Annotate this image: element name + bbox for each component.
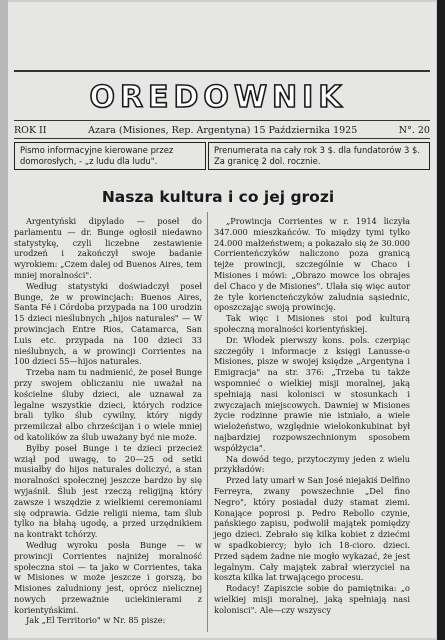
paragraph: Rodacy! Zapiszcie sobie do pamiętnika: „o wielkiej misji moralnej, jaką spełniają nasi kolonisci". Ale—czy wszyscy bbox=[214, 583, 410, 615]
paragraph: Przed laty umarł w San José niejakiś Delfino Ferreyra, zwany powszechnie „Del fino Negro", który posiadał duży stamat ziemi. Konające poprosi p. Pedro Rebollo czynie, pańskiego zapisu, podwolił majątek pomiędzy jego dzieci. Zebrało się kilka kobiet z dziećmi w spadkobiercy; było ich 18-cioro. dzieci. Przed sądem żadne nie mogło wykazać, że jest legalnym. Cały majątek zabrał wierzyciel na koszta kilka lat trwającego procesu. bbox=[214, 475, 410, 583]
newspaper-page bbox=[8, 2, 436, 638]
article-column-left bbox=[14, 216, 202, 626]
article-column-right bbox=[214, 216, 410, 615]
paragraph: Tak więc i Misiones stoi pod kulturą społeczną moralności korientyńskiej. bbox=[214, 313, 410, 334]
scan-edge-right bbox=[437, 0, 445, 640]
volume-label: ROK II bbox=[14, 125, 47, 136]
paragraph: Trzeba nam tu nadmienić, że poseł Bunge przy swojem obliczaniu nie uważał na kościelne śluby dzieci, ale uznawał za legalne wszystkie dzieci, których rodzice brali tylko ślub cywilny, który nigdy przemilczał albo chrześcijan i o wiele mniej od katolików za ślub uważany być nie może. bbox=[14, 367, 202, 442]
paragraph: Według wyroku posła Bunge — w prowincji Corrientes najniżej moralność społeczna stoi — ta jako w Corrientes, taka w Misiones w może jeszcze i gorszą, bo Misiones zaludniony jest, oprócz nielicznej nowych przeważnie uciekinierami z korientyńskimi. bbox=[14, 539, 202, 615]
paragraph: Byłby poseł Bunge i te dzieci przecież wziął pod uwagę, to 20—25 od setki musiałby do hijos naturales doliczyć, a stan moralności społecznej jeszcze bardzo by się wyjaśnił. Ślub jest rzeczą religijną który zawsze i wszędzie z wielkiemi ceremoniami się odprawia. Gdzie religii niema, tam ślub tylko na błahą ugodę, a przed urzędnikiem na kontrakt tchórzy. bbox=[14, 442, 202, 540]
info-box-left: Pismo informacyjne kierowane przez domorosłych, - „z ludu dla ludu". bbox=[14, 142, 206, 170]
paragraph: „Prowincja Corrientes w r. 1914 liczyła 347.000 mieszkańców. To między tymi tylko 24.000 małżeństwem; a pokazało się że 30.000 Corrienteńczyków naliczono poza granicą tejże prowincji, szczególnie w Chaco i Misiones i mówi: „Obrazo mowce los obrajes del Chaco y de Misiones". Ulała się więc autor że tyle koriencteńczyków zaludnia sąsiednic, oposzczając swoją prowincję. bbox=[214, 216, 410, 313]
issue-meta bbox=[14, 125, 430, 136]
meta-divider bbox=[14, 138, 430, 139]
paragraph: Dr. Włodek pierwszy kons. pols. czerpiąc szczegóły i informacje z księgi Lanusse-o Misiones, pisze w swojej księdze „Argentyna i Emigracja" na str. 376: „Trzeba tu także wspomnieć o wielkiej misji moralnej, jaką spełniają nasi kolonisci w stosunkach i zwyczajach miejscowych. Dawniej w Misiones życie rodzinne prawie nie istniało, a wiele wielożeństwo, względnie wielokonkubinat był najbardziej rozpowszechnionym sposobem współżycia". bbox=[214, 334, 410, 453]
info-boxes bbox=[14, 142, 430, 170]
paragraph: Według statystyki doświadczył poseł Bunge, że w prowincjach: Buenos Aires, Santa Fé i Córdoba przypada na 100 urodzin 15 dzieci nieślubnych „hijos naturales" — W prowincjach Entre Rios, Catamarca, San Luis etc. przypada na 100 dzieci 33 nieślubnych, a w prowincji Corrientes na 100 dzieci 55—hijos naturales. bbox=[14, 280, 202, 367]
scan-edge-left bbox=[0, 0, 8, 640]
masthead-rule bbox=[14, 70, 430, 72]
column-divider bbox=[207, 212, 208, 632]
paragraph: Argentyński dipylado — poseł do parlamentu — dr. Bunge ogłosił niedawno statystykę, czyli liczebne zestawienie urodzeń i zakończył swoje badanie wyrokiem: „Czem dalej od Buenos Aires, tem mniej moralności". bbox=[14, 216, 202, 280]
place-date: Azara (Misiones, Rep. Argentyna) 15 Października 1925 bbox=[88, 125, 358, 136]
masthead-title: OREDOWNIK bbox=[89, 80, 347, 115]
paragraph: Na dowód tego, przytoczymy jeden z wielu przykładów: bbox=[214, 453, 410, 475]
masthead-divider bbox=[14, 120, 430, 121]
paragraph: Jak „El Territorio" w Nr. 85 pisze: bbox=[26, 615, 166, 626]
article-headline: Nasza kultura i co jej grozi bbox=[101, 188, 335, 206]
issue-number: N°. 20 bbox=[398, 125, 430, 136]
info-box-right: Prenumerata na cały rok 3 $. dla fundatorów 3 $. Za granicę 2 dol. rocznie. bbox=[208, 142, 430, 170]
